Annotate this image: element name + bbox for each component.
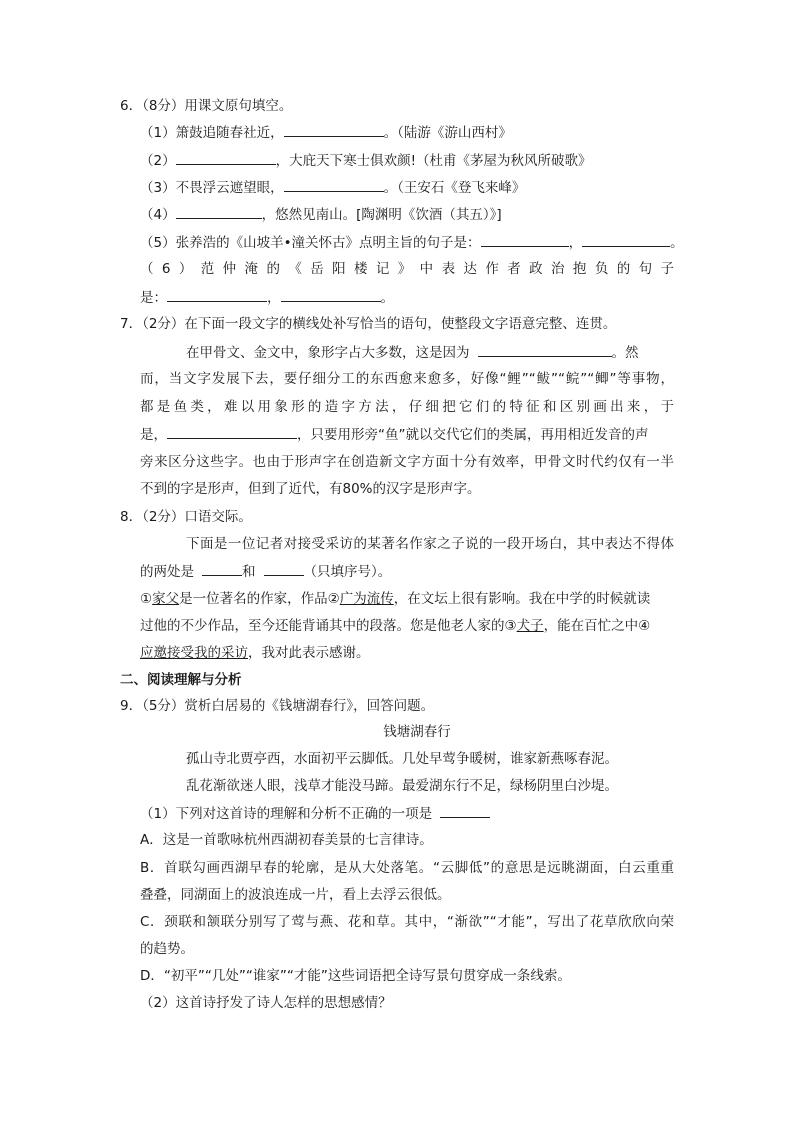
q8-line-2: 的两处是 和 （只填序号）。 [140, 561, 391, 582]
q8-title: 8．（2分）口语交际。 [120, 509, 252, 525]
q7-line-5: 旁来区分这些字。也由于形声字在创造新文字方面十分有效率，甲骨文时代约仅有一半 [140, 454, 674, 470]
q9-sub-2: （2）这首诗抒发了诗人怎样的思想感情？ [140, 995, 392, 1011]
q6-item-1: （1）箫鼓追随春社近， 。（陆游《游山西村》 [140, 122, 512, 143]
blank[interactable] [284, 177, 384, 192]
blank[interactable] [440, 803, 490, 818]
poem-title: 钱塘湖春行 [383, 724, 451, 740]
section-heading: 二、阅读理解与分析 [120, 672, 242, 688]
q6-title: 6．（8分）用课文原句填空。 [120, 98, 293, 114]
q6-item-6-cont: 是： ， 。 [140, 287, 394, 308]
option-b-line-2: 叠叠，同湖面上的波浪连成一片，看上去浮云很低。 [140, 887, 451, 903]
q9-title: 9．（5分）赏析白居易的《钱塘湖春行》，回答问题。 [120, 698, 435, 714]
option-b-line-1: B．首联勾画西湖早春的轮廓，是从大处落笔。“云脚低”的意思是远眺湖面，白云重重 [140, 860, 674, 876]
blank[interactable] [176, 150, 276, 165]
option-a: A．这是一首歌咏杭州西湖初春美景的七言律诗。 [140, 832, 433, 848]
q7-line-2: 而，当文字发展下去，要仔细分工的东西愈来愈多，好像“鲤”“鲅”“鲩”“鲫”等事物， [140, 371, 674, 387]
blank[interactable] [176, 204, 262, 219]
option-c-line-2: 的趋势。 [140, 941, 194, 957]
q6-item-4: （4） ，悠然见南山。[陶渊明《饮酒（其五）》] [140, 204, 502, 225]
poem-line-1: 孤山寺北贾亭西，水面初平云脚低。几处早莺争暖树，谁家新燕啄春泥。 [186, 751, 618, 767]
q8-line-1: 下面是一位记者对接受采访的某著名作家之子说的一段开场白，其中表达不得体 [186, 536, 674, 552]
blank[interactable] [167, 424, 297, 439]
q8-passage-line-3: 应邀接受我的采访，我对此表示感谢。 [140, 645, 370, 661]
blank[interactable] [481, 232, 569, 247]
q6-item-6: （6）范仲淹的《岳阳楼记》中表达作者政治抱负的句子 [140, 261, 674, 277]
q6-item-2: （2） ，大庇天下寒士俱欢颜!（杜甫《茅屋为秋风所破歌》 [140, 150, 592, 171]
option-c-line-1: C．颈联和颔联分别写了莺与燕、花和草。其中，“渐欲”“才能”，写出了花草欣欣向荣 [140, 914, 674, 930]
q7-line-4: 是， ，只要用形旁“鱼”就以交代它们的类属，再用相近发音的声 [140, 424, 649, 445]
blank[interactable] [264, 561, 304, 576]
blank[interactable] [167, 287, 267, 302]
q9-sub-1: （1）下列对这首诗的理解和分析不正确的一项是 [140, 803, 490, 824]
blank[interactable] [281, 287, 381, 302]
q6-item-5: （5）张养浩的《山坡羊•潼关怀古》点明主旨的句子是： ， 。 [140, 232, 684, 253]
q7-line-6: 不到的字是形声，但到了近代，有80%的汉字是形声字。 [140, 481, 481, 497]
q8-passage-line-1: ①家父是一位著名的作家，作品②广为流传，在文坛上很有影响。我在中学的时候就读 [140, 591, 651, 607]
q7-line-1: 在甲骨文、金文中，象形字占大多数，这是因为 。然 [186, 342, 639, 363]
blank[interactable] [582, 232, 670, 247]
blank[interactable] [284, 122, 384, 137]
blank[interactable] [202, 561, 242, 576]
q8-passage-line-2: 过他的不少作品，至今还能背诵其中的段落。您是他老人家的③犬子，能在百忙之中④ [140, 618, 651, 634]
q7-title: 7．（2分）在下面一段文字的横线处补写恰当的语句，使整段文字语意完整、连贯。 [120, 316, 617, 332]
q7-line-3: 都是鱼类，难以用象形的造字方法，仔细把它们的特征和区别画出来，于 [140, 399, 674, 415]
option-d: D．“初平”“几处”“谁家”“才能”这些词语把全诗写景句贯穿成一条线索。 [140, 968, 571, 984]
q6-item-3: （3）不畏浮云遮望眼， 。（王安石《登飞来峰》 [140, 177, 525, 198]
poem-line-2: 乱花渐欲迷人眼，浅草才能没马蹄。最爱湖东行不足，绿杨阴里白沙堤。 [186, 778, 618, 794]
blank[interactable] [478, 342, 612, 357]
